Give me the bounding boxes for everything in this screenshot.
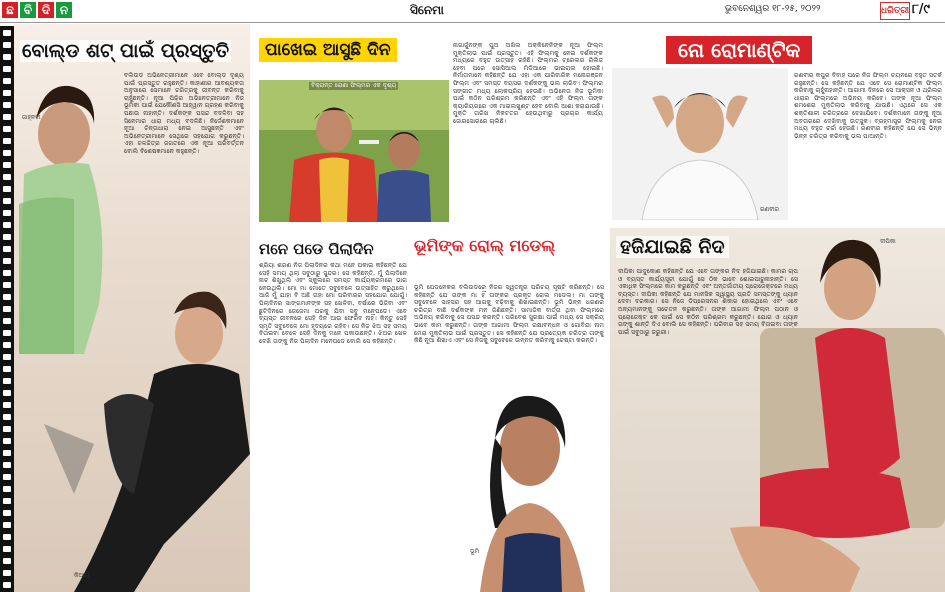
actor-photo (612, 68, 788, 220)
film-hole (3, 450, 11, 456)
photo-credit: କିଆରା (74, 572, 90, 579)
logo-letter: ଦି (38, 2, 54, 18)
film-hole (3, 318, 11, 324)
actress-photo (450, 378, 610, 592)
page-number: ୮/୯ (912, 2, 930, 17)
film-hole (3, 570, 11, 576)
film-hole (3, 354, 11, 360)
headline-days-coming: ପାଖେଇ ଆସୁଛି ଦିନ (259, 38, 397, 62)
article-body: ଦୀପିକା ପାଦୁକୋଣ କହିଛନ୍ତି ଯେ ଏବେ ତାଙ୍କର ନିଦ ହଜିଯାଇଛି। କାମର ଚାପ ଓ ବ୍ୟସ୍ତ କାର୍ଯ୍ୟସୂଚୀ ଯୋଗୁଁ ସେ ଠିକ ଭାବେ ଶୋଇପାରୁନାହାନ୍ତି। ସେ ଏକାଧିକ ଫିଲ୍ମରେ କାମ କରୁଛନ୍ତି ଏବଂ ଅନ୍ତର୍ଜାତୀୟ ପ୍ରୋଜେକ୍ଟରେ ମଧ୍ୟ ବ୍ୟସ୍ତ। ଦୀପିକା କହିଛନ୍ତି ଯେ ମାନସିକ ସ୍ୱାସ୍ଥ୍ୟ ପ୍ରତି ସମସ୍ତଙ୍କୁ ଧ୍ୟାନ ଦେବା ଦରକାର। ସେ ନିଜେ ଡିପ୍ରେସନର ଶିକାର ହୋଇଥିଲେ ଏବଂ ଏବେ ଅନ୍ୟମାନଙ୍କୁ ସଚେତନ କରୁଛନ୍ତି। ତାଙ୍କ ଆଗାମୀ ଫିଲ୍ମ ପଠାନ ଓ ପ୍ରୋଜେକ୍ଟ କେ ପାଇଁ ସେ କଠିନ ପରିଶ୍ରମ କରୁଛନ୍ତି। ଯୋଗ ଓ ଧ୍ୟାନ ତାଙ୍କୁ ଶାନ୍ତି ଦିଏ ବୋଲି ସେ କହିଛନ୍ତି। ପରିବାର ସହ ସମୟ ବିତାଇବା ତାଙ୍କ ପାଇଁ ସବୁଠାରୁ ଜରୁରୀ। (618, 268, 798, 336)
film-hole (3, 210, 11, 216)
film-hole (3, 66, 11, 72)
film-hole (3, 546, 11, 552)
masthead (0, 0, 945, 23)
film-hole (3, 438, 11, 444)
film-hole (3, 174, 11, 180)
film-hole (3, 366, 11, 372)
headline-sleep-lost: ହଜିଯାଇଛି ନିଦ (616, 236, 729, 258)
film-hole (3, 222, 11, 228)
film-hole (3, 486, 11, 492)
headline-childhood: ମନେ ପଡେ ପିଲାଦିନ (259, 240, 374, 258)
film-hole (3, 234, 11, 240)
article-days-coming (255, 24, 605, 224)
film-hole (3, 510, 11, 516)
film-hole (3, 390, 11, 396)
logo-letter: ବି (20, 2, 36, 18)
film-hole (3, 246, 11, 252)
film-hole (3, 150, 11, 156)
film-hole (3, 78, 11, 84)
headline-bold-shot: ବୋଲ୍ଡ ଶଟ୍ ପାଇଁ ପ୍ରସ୍ତୁତି (22, 40, 230, 62)
film-hole (3, 186, 11, 192)
photo-credit: ରଣବୀର (760, 206, 780, 213)
brand-logo: ଧରିତ୍ରୀ (880, 2, 910, 20)
film-hole (3, 270, 11, 276)
photo-caption: ବିକ୍ରାନ୍ତ ରୋଣା ଫିଲ୍ମର ଏକ ଦୃଶ୍ୟ (311, 82, 397, 89)
actress-photo-illustration (450, 378, 610, 592)
logo-letter: ନ (56, 2, 72, 18)
film-hole (3, 54, 11, 60)
article-body: ରଣବୀର କପୁର ବିବାହ ପରେ ନିଜ ଫିଲ୍ମ ଚୟନରେ ବହୁତ ସତର୍କ ରହୁଛନ୍ତି। ସେ କହିଛନ୍ତି ଯେ ଏବେ ସେ ରୋମାଣ୍ଟିକ ଫିଲ୍ମ କରିବାକୁ ଚାହୁଁନାହାନ୍ତି। ଆଗାମୀ ଦିନରେ ସେ ଆକ୍ସନ ଓ ଥ୍ରିଲର ଧାରାର ଫିଲ୍ମରେ ଅଭିନୟ କରିବେ। ତାଙ୍କ ନୂଆ ଫିଲ୍ମ ଶମଶେରା ମୁକ୍ତିଲାଭ କରିବାକୁ ଯାଉଛି। ଏଥିରେ ସେ ଏକ ଶକ୍ତିଶାଳୀ ଚରିତ୍ରରେ ଦେଖାଯିବେ। ଦର୍ଶକମାନେ ତାଙ୍କୁ ନୂଆ ଅବତାରରେ ଦେଖିବାକୁ ଉତ୍ସୁକ। ବ୍ରହ୍ମାସ୍ତ୍ର ଫିଲ୍ମକୁ ନେଇ ମଧ୍ୟ ବହୁତ ଚର୍ଚ୍ଚା ହେଉଛି। ରଣବୀର କହିଛନ୍ତି ଯେ ସେ ଭିନ୍ନ ଭିନ୍ନ ଚରିତ୍ର କରିବାକୁ ଭଲ ପାଆନ୍ତି। (794, 72, 942, 140)
film-hole (3, 282, 11, 288)
photo-credit: ଜାହ୍ନବୀ (22, 114, 41, 121)
article-role-model (410, 228, 610, 592)
film-hole (3, 306, 11, 312)
film-hole (3, 114, 11, 120)
film-hole (3, 426, 11, 432)
film-hole (3, 126, 11, 132)
film-still-photo (259, 80, 449, 222)
film-hole (3, 258, 11, 264)
headline-role-model: ଭୂମିଙ୍କ ରୋଲ୍ ମଡେଲ୍ (414, 236, 556, 255)
film-hole (3, 558, 11, 564)
film-hole (3, 102, 11, 108)
article-childhood (255, 228, 410, 592)
article-sleep-lost (610, 228, 945, 592)
photo-credit: ଭୂମି (470, 548, 480, 555)
article-bold-shot (14, 24, 250, 592)
article-body: ନାଗାର୍ଜୁନଙ୍କ ପୁଅ ଅଖିଲ ଅକ୍କିନେନିଙ୍କ ନୂଆ ଫିଲ୍ମ ମୁକ୍ତିଲାଭ ପାଇଁ ପ୍ରସ୍ତୁତ। ଏହି ଫିଲ୍ମକୁ ନେଇ ଦର୍ଶକଙ୍କ ମଧ୍ୟରେ ବହୁତ ଉତ୍ସାହ ରହିଛି। ଫିଲ୍ମର ଟ୍ରେଲର ରିଲିଜ ହେବା ପରେ ସୋସିଆଲ ମିଡିଆରେ ଭାଇରାଲ ହୋଇଛି। ନିର୍ମାତାମାନେ କହିଛନ୍ତି ଯେ ଏହା ଏକ ପାରିବାରିକ ମନୋରଞ୍ଜନ ଫିଲ୍ମ ଏବଂ ସମସ୍ତ ବୟସର ଦର୍ଶକଙ୍କୁ ଭଲ ଲାଗିବ। ଫିଲ୍ମର ସଙ୍ଗୀତ ମଧ୍ୟ ଲୋକପ୍ରିୟ ହେଉଛି। ଅଭିନେତା ନିଜ ଭୂମିକା ପାଇଁ କଠିନ ପରିଶ୍ରମ କରିଛନ୍ତି ଏବଂ ଏହି ଫିଲ୍ମ ତାଙ୍କ କ୍ୟାରିୟରରେ ଏକ ମାଇଲଖୁଣ୍ଟ ହେବ ବୋଲି ଆଶା କରାଯାଉଛି। ମୁକ୍ତି ତାରିଖ ନିକଟତର ହେଉଥିବାରୁ ପ୍ରଚାର କାର୍ଯ୍ୟ ଜୋରସୋରରେ ଚାଲିଛି। (453, 42, 603, 125)
film-hole (3, 330, 11, 336)
film-hole (3, 42, 11, 48)
film-hole (3, 294, 11, 300)
section-logo (2, 2, 72, 20)
article-body: ଭୂମି ପେଡନେକର ବଲିଉଡରେ ନିଜର ସ୍ୱତନ୍ତ୍ର ପରିଚୟ ସୃଷ୍ଟି କରିଛନ୍ତି। ସେ କହିଛନ୍ତି ଯେ ତାଙ୍କ ମା ହିଁ ତାଙ୍କର ପ୍ରକୃତ ରୋଲ ମଡେଲ। ମା ତାଙ୍କୁ ସବୁବେଳେ ସାହସର ସହ ଆଗକୁ ବଢ଼ିବାକୁ ଶିଖାଇଛନ୍ତି। ଭୂମି ଭିନ୍ନ ଧରଣର ଚରିତ୍ର ବାଛି ଦର୍ଶକଙ୍କ ମନ ଜିଣିଛନ୍ତି। ସାମାଜିକ ବାର୍ତ୍ତା ଥିବା ଫିଲ୍ମରେ ଅଭିନୟ କରିବାକୁ ସେ ପସନ୍ଦ କରନ୍ତି। ପରିବେଶ ସୁରକ୍ଷା ପାଇଁ ମଧ୍ୟ ସେ ସକ୍ରିୟ ଭାବେ କାମ କରୁଛନ୍ତି। ତାଙ୍କ ଆଗାମୀ ଫିଲ୍ମ ରକ୍ଷାବନ୍ଧନ ଓ ଗୋବିନ୍ଦା ନାମ ମେରା ମୁକ୍ତିଲାଭ ପାଇଁ ପ୍ରସ୍ତୁତ। ସେ କହିଛନ୍ତି ଯେ ପ୍ରତ୍ୟେକ ଚରିତ୍ର ତାଙ୍କୁ କିଛି ନୂଆ ଶିଖାଏ ଏବଂ ସେ ନିଜକୁ ସବୁବେଳେ ଉନ୍ନତ କରିବାକୁ ଚେଷ୍ଟା କରନ୍ତି। (414, 284, 604, 345)
film-hole (3, 342, 11, 348)
film-hole (3, 162, 11, 168)
actor-photo-illustration (612, 68, 788, 220)
film-hole (3, 582, 11, 588)
film-hole (3, 498, 11, 504)
film-hole (3, 402, 11, 408)
article-body: ଶ୍ରିୟା ଶରଣ ନିଜ ପିଲାଦିନର କଥା ମନେ ପକାଇ କହିଛନ୍ତି ଯେ ସେହି ସମୟ ଥିଲା ସବୁଠାରୁ ସୁନ୍ଦର। ସେ କହିଛନ୍ତି, ମୁଁ ପିଲାଦିନେ ନାଚ ଶିଖୁଥିଲି ଏବଂ ସ୍କୁଲରେ ସମସ୍ତ କାର୍ଯ୍ୟକ୍ରମରେ ଭାଗ ନେଉଥିଲି। ମୋ ମା ମୋତେ ସବୁବେଳେ ଉତ୍ସାହିତ କରୁଥିଲେ। ଆଜି ମୁଁ ଯାହା ବି ଅଛି ତାହା ମୋ ପରିବାରର ସହଯୋଗ ଯୋଗୁଁ। ପିଲାଦିନର ସାଙ୍ଗମାନଙ୍କ ସହ ଖେଳିବା, ବର୍ଷାରେ ଭିଜିବା ଏବଂ ଛୁଟିଦିନରେ ଜେଜେମା ଘରକୁ ଯିବା ସବୁ ମନେପଡେ। ଏବେ ବ୍ୟସ୍ତ ଜୀବନରେ ସେହି ଦିନ ଆଉ ଫେରିବ ନାହିଁ। କିନ୍ତୁ ସେହି ସ୍ମୃତି ସବୁବେଳେ ମୋ ହୃଦୟରେ ରହିବ। ସେ ନିଜ ଝିଅ ସହ ସମୟ ବିତାଇବା ବେଳେ ସେହି ଦିନକୁ ମନେ ପକାଉଛନ୍ତି। ଝିଅର ଖେଳ ଦେଖି ତାଙ୍କୁ ନିଜ ପିଲାଦିନ ମନେପଡେ ବୋଲି ସେ କହିଛନ୍ତି। (259, 262, 407, 345)
film-hole (3, 378, 11, 384)
film-hole (3, 198, 11, 204)
film-hole (3, 138, 11, 144)
film-hole (3, 534, 11, 540)
logo-letter: ଛ (2, 2, 18, 18)
section-name: ସିନେମା (410, 3, 444, 17)
film-hole (3, 462, 11, 468)
film-still-illustration (259, 80, 449, 222)
film-hole (3, 30, 11, 36)
film-strip-decoration (0, 26, 14, 592)
headline-no-romantic: ନୋ ରୋମାଣ୍ଟିକ (666, 36, 812, 64)
article-body: ବଲିଉଡ ଅଭିନେତ୍ରୀମାନେ ଏବେ ବୋଲ୍ଡ ଦୃଶ୍ୟ ପାଇଁ ପ୍ରସ୍ତୁତ ରହୁଛନ୍ତି। କାହାଣୀର ଆବଶ୍ୟକତା ଅନୁସାରେ ସେମାନେ ଚରିତ୍ରକୁ ଜୀବନ୍ତ କରିବାକୁ ଚାହୁଁଛନ୍ତି। ନୂଆ ପିଢ଼ିର ଅଭିନେତ୍ରୀମାନେ ନିଜ ଭୂମିକା ପାଇଁ ଯେକୌଣସି ଆହ୍ୱାନ ଗ୍ରହଣ କରିବାକୁ ପଛାଉ ନାହାନ୍ତି। ଦର୍ଶକଙ୍କ ପସନ୍ଦ ବଦଳିବା ସହ ସିନେମାର ଧାରା ମଧ୍ୟ ବଦଳିଛି। ନିର୍ଦ୍ଦେଶକମାନେ ନୂଆ ଚିନ୍ତାଧାରା ନେଇ ଆସୁଛନ୍ତି ଏବଂ ଅଭିନେତ୍ରୀମାନେ ସେଥିରେ ସହଯୋଗ କରୁଛନ୍ତି। ଏହା ଚଳଚ୍ଚିତ୍ର ଜଗତରେ ଏକ ନୂଆ ପରିବର୍ତ୍ତନ ବୋଲି ବିଶେଷଜ୍ଞମାନେ କହୁଛନ୍ତି। (124, 72, 244, 155)
publication-date: ଭୁବନେଶ୍ୱର ୧୮-୨୫, ୨୦୨୨ (725, 4, 821, 14)
film-hole (3, 414, 11, 420)
film-hole (3, 522, 11, 528)
article-no-romantic (610, 24, 945, 224)
photo-credit: ଦୀପିକା (880, 238, 896, 245)
film-hole (3, 90, 11, 96)
film-hole (3, 474, 11, 480)
